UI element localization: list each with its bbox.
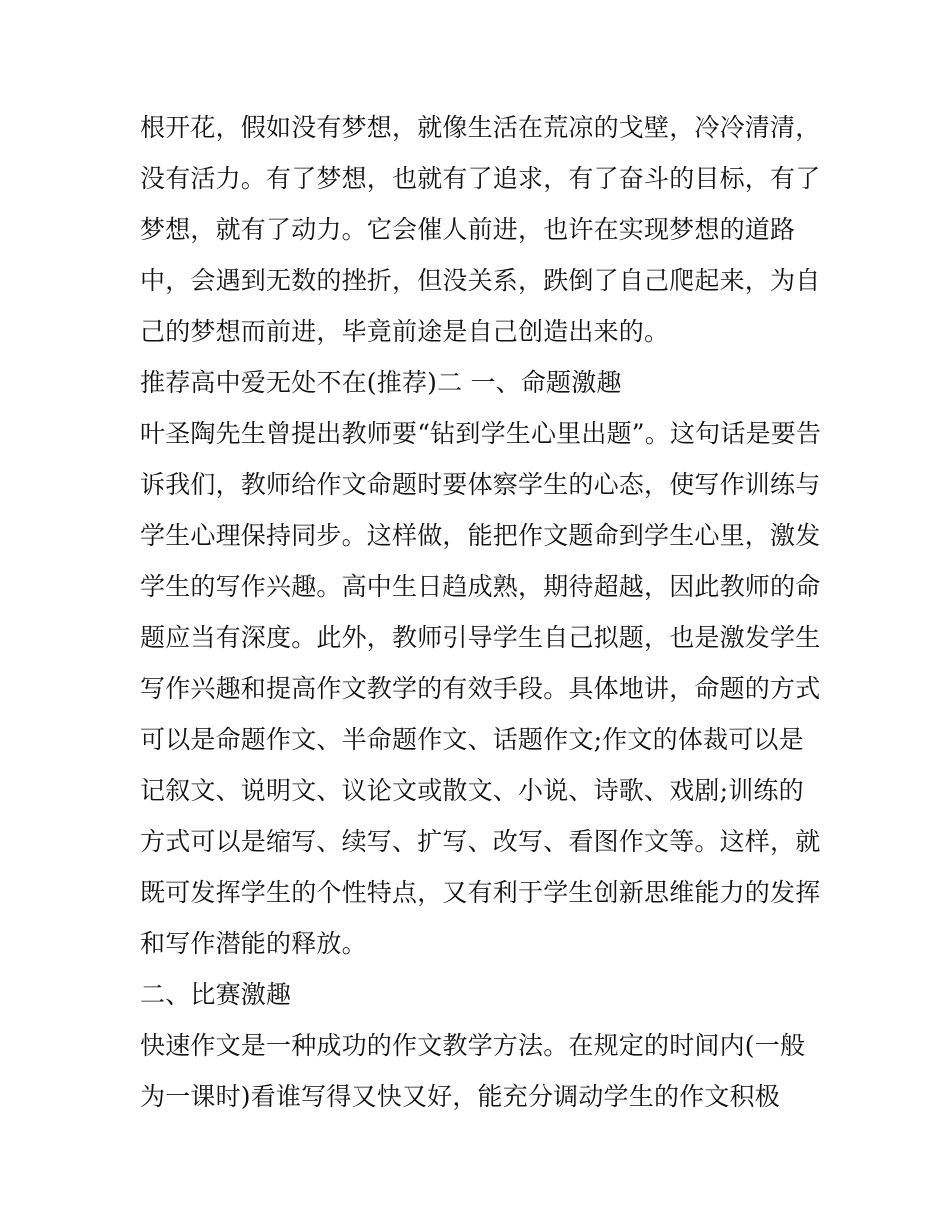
text-line-12: 写作兴趣和提高作文教学的有效手段。具体地讲，命题的方式 <box>140 674 821 703</box>
text-line-9: 学生心理保持同步。这样做，能把作文题命到学生心里，激发 <box>140 521 821 550</box>
text-line-15: 方式可以是缩写、续写、扩写、改写、看图作文等。这样，就 <box>140 827 821 856</box>
text-line-4: 中，会遇到无数的挫折，但没关系，跌倒了自己爬起来，为自 <box>140 266 821 295</box>
text-line-14: 记叙文、说明文、议论文或散文、小说、诗歌、戏剧;训练的 <box>140 776 804 805</box>
text-line-17: 和写作潜能的释放。 <box>140 929 367 958</box>
text-line-11: 题应当有深度。此外，教师引导学生自己拟题，也是激发学生 <box>140 623 821 652</box>
text-line-19: 快速作文是一种成功的作文教学方法。在规定的时间内(一般 <box>140 1031 806 1060</box>
text-line-2: 没有活力。有了梦想，也就有了追求，有了奋斗的目标，有了 <box>140 164 821 193</box>
text-line-1: 根开花，假如没有梦想，就像生活在荒凉的戈壁，冷冷清清， <box>140 113 821 142</box>
section-heading-1: 推荐高中爱无处不在(推荐)二 一、命题激趣 <box>140 368 622 397</box>
section-heading-2: 二、比赛激趣 <box>140 980 292 1009</box>
text-line-7: 叶圣陶先生曾提出教师要“钻到学生心里出题”。这句话是要告 <box>140 419 822 448</box>
text-line-8: 诉我们，教师给作文命题时要体察学生的心态，使写作训练与 <box>140 470 821 499</box>
text-line-16: 既可发挥学生的个性特点，又有利于学生创新思维能力的发挥 <box>140 878 821 907</box>
text-line-10: 学生的写作兴趣。高中生日趋成熟，期待超越，因此教师的命 <box>140 572 821 601</box>
text-line-13: 可以是命题作文、半命题作文、话题作文;作文的体裁可以是 <box>140 725 804 754</box>
text-line-5: 己的梦想而前进，毕竟前途是自己创造出来的。 <box>140 317 670 346</box>
text-line-20: 为一课时)看谁写得又快又好，能充分调动学生的作文积极 <box>140 1082 780 1111</box>
text-line-3: 梦想，就有了动力。它会催人前进，也许在实现梦想的道路 <box>140 215 796 244</box>
